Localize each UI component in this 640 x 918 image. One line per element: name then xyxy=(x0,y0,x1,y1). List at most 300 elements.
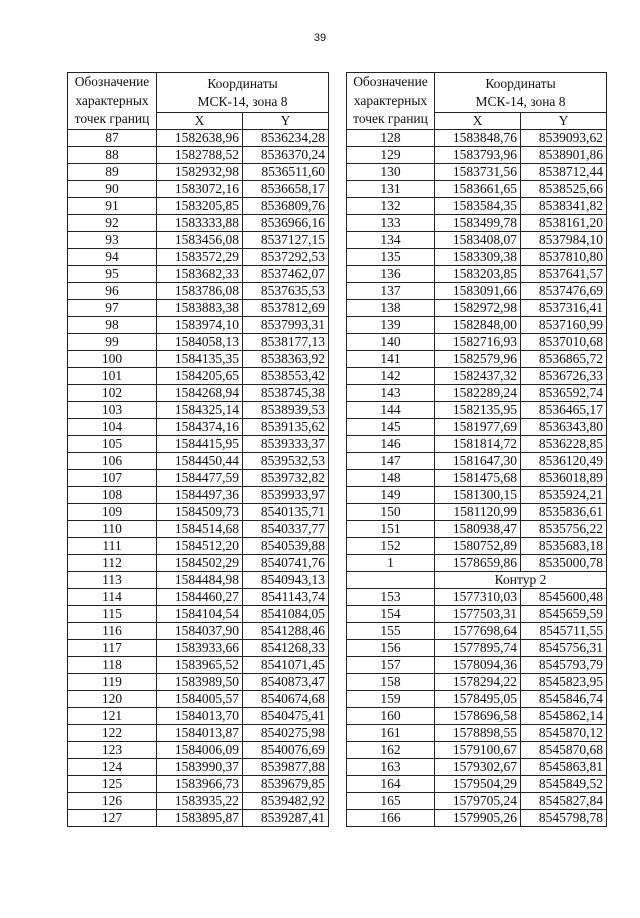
point-number-cell: 93 xyxy=(68,231,157,248)
y-coordinate-cell: 8541143,74 xyxy=(243,588,329,605)
x-coordinate-cell: 1584325,14 xyxy=(157,401,243,418)
y-coordinate-cell: 8536658,17 xyxy=(243,180,329,197)
y-coordinate-cell: 8540337,77 xyxy=(243,520,329,537)
x-coordinate-cell: 1583682,33 xyxy=(157,265,243,282)
y-coordinate-cell: 8545823,95 xyxy=(521,673,607,690)
point-number-cell: 149 xyxy=(347,486,435,503)
y-coordinate-cell: 8539333,37 xyxy=(243,435,329,452)
table-row xyxy=(347,588,607,605)
point-number-cell: 99 xyxy=(68,333,157,350)
x-coordinate-cell: 1582972,98 xyxy=(435,299,521,316)
section-empty-cell xyxy=(347,571,435,588)
y-coordinate-cell: 8535683,18 xyxy=(521,537,607,554)
x-coordinate-cell: 1581977,69 xyxy=(435,418,521,435)
point-number-cell: 165 xyxy=(347,792,435,809)
x-coordinate-cell: 1579100,67 xyxy=(435,741,521,758)
point-number-cell: 142 xyxy=(347,367,435,384)
coordinates-table-left xyxy=(67,72,329,827)
table-row xyxy=(347,809,607,826)
header-point-name-line: характерных xyxy=(353,92,428,108)
point-number-cell: 164 xyxy=(347,775,435,792)
y-coordinate-cell: 8537810,80 xyxy=(521,248,607,265)
table-row xyxy=(347,673,607,690)
point-number-cell: 125 xyxy=(68,775,157,792)
x-coordinate-cell: 1583572,29 xyxy=(157,248,243,265)
y-coordinate-cell: 8538177,13 xyxy=(243,333,329,350)
x-coordinate-cell: 1584460,27 xyxy=(157,588,243,605)
point-number-cell: 136 xyxy=(347,265,435,282)
x-coordinate-cell: 1582716,93 xyxy=(435,333,521,350)
point-number-cell: 115 xyxy=(68,605,157,622)
header-point-name-line: характерных xyxy=(75,92,149,108)
table-row xyxy=(347,435,607,452)
table-row xyxy=(68,316,329,333)
y-coordinate-cell: 8538939,53 xyxy=(243,401,329,418)
point-number-cell: 134 xyxy=(347,231,435,248)
header-point-name-line: Обозначение xyxy=(74,74,150,89)
table-row xyxy=(347,469,607,486)
y-coordinate-cell: 8545711,55 xyxy=(521,622,607,639)
point-number-cell: 160 xyxy=(347,707,435,724)
table-row xyxy=(68,214,329,231)
y-coordinate-cell: 8545798,78 xyxy=(521,809,607,826)
x-coordinate-cell: 1584514,68 xyxy=(157,520,243,537)
table-row xyxy=(68,435,329,452)
point-number-cell: 141 xyxy=(347,350,435,367)
point-number-cell: 155 xyxy=(347,622,435,639)
coordinates-table-right xyxy=(346,72,607,827)
x-coordinate-cell: 1583895,87 xyxy=(157,809,243,826)
header-point-name-line: точек границ xyxy=(353,111,428,126)
point-number-cell: 131 xyxy=(347,180,435,197)
point-number-cell: 89 xyxy=(68,163,157,180)
point-number-cell: 91 xyxy=(68,197,157,214)
y-coordinate-cell: 8540475,41 xyxy=(243,707,329,724)
x-coordinate-cell: 1584477,59 xyxy=(157,469,243,486)
y-coordinate-cell: 8540741,76 xyxy=(243,554,329,571)
y-coordinate-cell: 8540674,68 xyxy=(243,690,329,707)
y-coordinate-cell: 8536865,72 xyxy=(521,350,607,367)
point-number-cell: 126 xyxy=(68,792,157,809)
point-number-cell: 102 xyxy=(68,384,157,401)
table-row xyxy=(347,418,607,435)
x-coordinate-cell: 1582135,95 xyxy=(435,401,521,418)
x-coordinate-cell: 1584104,54 xyxy=(157,605,243,622)
y-coordinate-cell: 8541084,05 xyxy=(243,605,329,622)
y-coordinate-cell: 8545827,84 xyxy=(521,792,607,809)
table-row xyxy=(347,639,607,656)
x-coordinate-cell: 1578898,55 xyxy=(435,724,521,741)
section-row xyxy=(347,571,607,588)
header-coordinates-line: Координаты xyxy=(485,75,556,91)
table-row xyxy=(347,707,607,724)
table-row xyxy=(68,129,329,146)
x-coordinate-cell: 1582932,98 xyxy=(157,163,243,180)
x-coordinate-cell: 1580752,89 xyxy=(435,537,521,554)
x-coordinate-cell: 1583935,22 xyxy=(157,792,243,809)
x-coordinate-cell: 1578294,22 xyxy=(435,673,521,690)
y-coordinate-cell: 8536966,16 xyxy=(243,214,329,231)
y-coordinate-cell: 8541288,46 xyxy=(243,622,329,639)
y-coordinate-cell: 8536465,17 xyxy=(521,401,607,418)
y-coordinate-cell: 8537462,07 xyxy=(243,265,329,282)
x-coordinate-cell: 1581475,68 xyxy=(435,469,521,486)
y-coordinate-cell: 8545793,79 xyxy=(521,656,607,673)
header-coordinates xyxy=(157,73,329,113)
point-number-cell: 88 xyxy=(68,146,157,163)
table-row xyxy=(347,452,607,469)
y-coordinate-cell: 8536592,74 xyxy=(521,384,607,401)
table-row xyxy=(347,503,607,520)
point-number-cell: 92 xyxy=(68,214,157,231)
y-coordinate-cell: 8537010,68 xyxy=(521,333,607,350)
x-coordinate-cell: 1583499,78 xyxy=(435,214,521,231)
table-row xyxy=(68,520,329,537)
x-coordinate-cell: 1584502,29 xyxy=(157,554,243,571)
table-row xyxy=(68,605,329,622)
point-number-cell: 123 xyxy=(68,741,157,758)
x-coordinate-cell: 1583793,96 xyxy=(435,146,521,163)
y-coordinate-cell: 8540539,88 xyxy=(243,537,329,554)
y-coordinate-cell: 8545756,31 xyxy=(521,639,607,656)
table-row xyxy=(68,707,329,724)
x-coordinate-cell: 1579705,24 xyxy=(435,792,521,809)
section-label: Контур 2 xyxy=(435,571,607,588)
x-coordinate-cell: 1584037,90 xyxy=(157,622,243,639)
x-coordinate-cell: 1583091,66 xyxy=(435,282,521,299)
y-coordinate-cell: 8545846,74 xyxy=(521,690,607,707)
point-number-cell: 153 xyxy=(347,588,435,605)
table-row xyxy=(68,622,329,639)
table-row xyxy=(347,520,607,537)
x-coordinate-cell: 1578696,58 xyxy=(435,707,521,724)
y-coordinate-cell: 8540873,47 xyxy=(243,673,329,690)
y-coordinate-cell: 8539679,85 xyxy=(243,775,329,792)
y-coordinate-cell: 8538712,44 xyxy=(521,163,607,180)
point-number-cell: 147 xyxy=(347,452,435,469)
table-row xyxy=(68,401,329,418)
table-row xyxy=(347,333,607,350)
x-coordinate-cell: 1582437,32 xyxy=(435,367,521,384)
point-number-cell: 150 xyxy=(347,503,435,520)
point-number-cell: 95 xyxy=(68,265,157,282)
table-row xyxy=(68,656,329,673)
x-coordinate-cell: 1582848,00 xyxy=(435,316,521,333)
y-coordinate-cell: 8545870,68 xyxy=(521,741,607,758)
table-row xyxy=(68,503,329,520)
y-coordinate-cell: 8537127,15 xyxy=(243,231,329,248)
x-coordinate-cell: 1582289,24 xyxy=(435,384,521,401)
x-coordinate-cell: 1579905,26 xyxy=(435,809,521,826)
y-coordinate-cell: 8538363,92 xyxy=(243,350,329,367)
point-number-cell: 133 xyxy=(347,214,435,231)
table-row xyxy=(68,554,329,571)
y-coordinate-cell: 8545870,12 xyxy=(521,724,607,741)
table-row xyxy=(347,282,607,299)
table-row xyxy=(68,146,329,163)
table-row xyxy=(68,639,329,656)
x-coordinate-cell: 1583966,73 xyxy=(157,775,243,792)
x-coordinate-cell: 1584497,36 xyxy=(157,486,243,503)
x-coordinate-cell: 1583848,76 xyxy=(435,129,521,146)
point-number-cell: 94 xyxy=(68,248,157,265)
x-coordinate-cell: 1584006,09 xyxy=(157,741,243,758)
x-coordinate-cell: 1581814,72 xyxy=(435,435,521,452)
y-coordinate-cell: 8537812,69 xyxy=(243,299,329,316)
table-row xyxy=(347,231,607,248)
header-point-name xyxy=(68,73,157,130)
y-coordinate-cell: 8536228,85 xyxy=(521,435,607,452)
y-coordinate-cell: 8537635,53 xyxy=(243,282,329,299)
table-row xyxy=(68,180,329,197)
table-row xyxy=(68,384,329,401)
table-row xyxy=(347,384,607,401)
table-row xyxy=(68,163,329,180)
y-coordinate-cell: 8536234,28 xyxy=(243,129,329,146)
point-number-cell: 120 xyxy=(68,690,157,707)
table-row xyxy=(347,265,607,282)
y-coordinate-cell: 8535836,61 xyxy=(521,503,607,520)
x-coordinate-cell: 1583933,66 xyxy=(157,639,243,656)
x-coordinate-cell: 1584374,16 xyxy=(157,418,243,435)
x-coordinate-cell: 1584509,73 xyxy=(157,503,243,520)
y-coordinate-cell: 8537993,31 xyxy=(243,316,329,333)
table-row xyxy=(347,197,607,214)
y-coordinate-cell: 8539732,82 xyxy=(243,469,329,486)
y-coordinate-cell: 8536511,60 xyxy=(243,163,329,180)
header-point-name xyxy=(347,73,435,130)
y-coordinate-cell: 8540275,98 xyxy=(243,724,329,741)
x-coordinate-cell: 1583989,50 xyxy=(157,673,243,690)
point-number-cell: 143 xyxy=(347,384,435,401)
y-coordinate-cell: 8538161,20 xyxy=(521,214,607,231)
x-coordinate-cell: 1579302,67 xyxy=(435,758,521,775)
x-coordinate-cell: 1583731,56 xyxy=(435,163,521,180)
point-number-cell: 122 xyxy=(68,724,157,741)
table-row xyxy=(68,724,329,741)
header-row xyxy=(68,73,329,113)
y-coordinate-cell: 8539482,92 xyxy=(243,792,329,809)
y-coordinate-cell: 8537316,41 xyxy=(521,299,607,316)
point-number-cell: 124 xyxy=(68,758,157,775)
coordinates-table-left-body xyxy=(68,73,329,827)
header-point-name-line: точек границ xyxy=(74,111,150,126)
y-coordinate-cell: 8539135,62 xyxy=(243,418,329,435)
x-coordinate-cell: 1583456,08 xyxy=(157,231,243,248)
x-coordinate-cell: 1582579,96 xyxy=(435,350,521,367)
y-coordinate-cell: 8537292,53 xyxy=(243,248,329,265)
x-coordinate-cell: 1579504,29 xyxy=(435,775,521,792)
table-row xyxy=(347,724,607,741)
header-row xyxy=(347,73,607,113)
table-row xyxy=(68,741,329,758)
point-number-cell: 146 xyxy=(347,435,435,452)
point-number-cell: 97 xyxy=(68,299,157,316)
table-row xyxy=(347,554,607,571)
point-number-cell: 163 xyxy=(347,758,435,775)
table-row xyxy=(347,129,607,146)
point-number-cell: 87 xyxy=(68,129,157,146)
table-row xyxy=(347,656,607,673)
point-number-cell: 161 xyxy=(347,724,435,741)
x-coordinate-cell: 1584205,65 xyxy=(157,367,243,384)
point-number-cell: 107 xyxy=(68,469,157,486)
table-row xyxy=(347,367,607,384)
x-coordinate-cell: 1583408,07 xyxy=(435,231,521,248)
x-coordinate-cell: 1581120,99 xyxy=(435,503,521,520)
table-row xyxy=(68,571,329,588)
table-row xyxy=(347,775,607,792)
point-number-cell: 111 xyxy=(68,537,157,554)
point-number-cell: 98 xyxy=(68,316,157,333)
table-row xyxy=(68,282,329,299)
y-coordinate-cell: 8538341,82 xyxy=(521,197,607,214)
y-coordinate-cell: 8541268,33 xyxy=(243,639,329,656)
point-number-cell: 106 xyxy=(68,452,157,469)
header-coordinates-line: Координаты xyxy=(207,75,278,91)
x-coordinate-cell: 1583072,16 xyxy=(157,180,243,197)
table-row xyxy=(347,401,607,418)
y-coordinate-cell: 8541071,45 xyxy=(243,656,329,673)
x-coordinate-cell: 1583990,37 xyxy=(157,758,243,775)
point-number-cell: 110 xyxy=(68,520,157,537)
x-coordinate-cell: 1578659,86 xyxy=(435,554,521,571)
y-coordinate-cell: 8535000,78 xyxy=(521,554,607,571)
point-number-cell: 121 xyxy=(68,707,157,724)
x-coordinate-cell: 1583584,35 xyxy=(435,197,521,214)
x-coordinate-cell: 1577698,64 xyxy=(435,622,521,639)
point-number-cell: 114 xyxy=(68,588,157,605)
point-number-cell: 151 xyxy=(347,520,435,537)
y-coordinate-cell: 8539933,97 xyxy=(243,486,329,503)
point-number-cell: 119 xyxy=(68,673,157,690)
header-coordinates-line: МСК-14, зона 8 xyxy=(475,93,566,109)
point-number-cell: 157 xyxy=(347,656,435,673)
table-row xyxy=(68,418,329,435)
table-row xyxy=(68,248,329,265)
point-number-cell: 127 xyxy=(68,809,157,826)
point-number-cell: 158 xyxy=(347,673,435,690)
y-coordinate-cell: 8537984,10 xyxy=(521,231,607,248)
point-number-cell: 103 xyxy=(68,401,157,418)
x-coordinate-cell: 1583333,88 xyxy=(157,214,243,231)
table-row xyxy=(68,197,329,214)
x-coordinate-cell: 1584484,98 xyxy=(157,571,243,588)
point-number-cell: 138 xyxy=(347,299,435,316)
table-row xyxy=(347,537,607,554)
point-number-cell: 104 xyxy=(68,418,157,435)
table-row xyxy=(68,299,329,316)
x-coordinate-cell: 1584268,94 xyxy=(157,384,243,401)
y-coordinate-cell: 8536120,49 xyxy=(521,452,607,469)
table-row xyxy=(347,622,607,639)
y-coordinate-cell: 8538553,42 xyxy=(243,367,329,384)
y-coordinate-cell: 8536370,24 xyxy=(243,146,329,163)
header-coordinates xyxy=(435,73,607,113)
point-number-cell: 105 xyxy=(68,435,157,452)
y-coordinate-cell: 8539093,62 xyxy=(521,129,607,146)
y-coordinate-cell: 8540076,69 xyxy=(243,741,329,758)
y-coordinate-cell: 8539877,88 xyxy=(243,758,329,775)
table-row xyxy=(347,792,607,809)
x-coordinate-cell: 1583786,08 xyxy=(157,282,243,299)
point-number-cell: 132 xyxy=(347,197,435,214)
y-coordinate-cell: 8535924,21 xyxy=(521,486,607,503)
x-coordinate-cell: 1584013,70 xyxy=(157,707,243,724)
table-row xyxy=(68,537,329,554)
header-point-name-line: Обозначение xyxy=(353,74,428,89)
x-coordinate-cell: 1578094,36 xyxy=(435,656,521,673)
x-coordinate-cell: 1584013,87 xyxy=(157,724,243,741)
point-number-cell: 90 xyxy=(68,180,157,197)
y-coordinate-cell: 8535756,22 xyxy=(521,520,607,537)
table-row xyxy=(68,452,329,469)
table-row xyxy=(347,299,607,316)
x-coordinate-cell: 1581647,30 xyxy=(435,452,521,469)
table-row xyxy=(347,690,607,707)
table-row xyxy=(347,605,607,622)
point-number-cell: 130 xyxy=(347,163,435,180)
y-coordinate-cell: 8536809,76 xyxy=(243,197,329,214)
y-coordinate-cell: 8545659,59 xyxy=(521,605,607,622)
point-number-cell: 128 xyxy=(347,129,435,146)
y-coordinate-cell: 8545849,52 xyxy=(521,775,607,792)
x-coordinate-cell: 1578495,05 xyxy=(435,690,521,707)
header-y: Y xyxy=(521,113,607,129)
x-coordinate-cell: 1583661,65 xyxy=(435,180,521,197)
table-row xyxy=(68,350,329,367)
point-number-cell: 152 xyxy=(347,537,435,554)
point-number-cell: 145 xyxy=(347,418,435,435)
y-coordinate-cell: 8536726,33 xyxy=(521,367,607,384)
point-number-cell: 144 xyxy=(347,401,435,418)
point-number-cell: 117 xyxy=(68,639,157,656)
y-coordinate-cell: 8545863,81 xyxy=(521,758,607,775)
y-coordinate-cell: 8537160,99 xyxy=(521,316,607,333)
table-row xyxy=(347,163,607,180)
point-number-cell: 154 xyxy=(347,605,435,622)
table-row xyxy=(68,231,329,248)
x-coordinate-cell: 1577310,03 xyxy=(435,588,521,605)
table-row xyxy=(347,180,607,197)
y-coordinate-cell: 8538525,66 xyxy=(521,180,607,197)
x-coordinate-cell: 1583309,38 xyxy=(435,248,521,265)
point-number-cell: 135 xyxy=(347,248,435,265)
x-coordinate-cell: 1583974,10 xyxy=(157,316,243,333)
table-row xyxy=(347,214,607,231)
table-row xyxy=(347,248,607,265)
x-coordinate-cell: 1580938,47 xyxy=(435,520,521,537)
y-coordinate-cell: 8540135,71 xyxy=(243,503,329,520)
point-number-cell: 129 xyxy=(347,146,435,163)
x-coordinate-cell: 1582638,96 xyxy=(157,129,243,146)
x-coordinate-cell: 1583965,52 xyxy=(157,656,243,673)
y-coordinate-cell: 8536343,80 xyxy=(521,418,607,435)
table-row xyxy=(347,146,607,163)
point-number-cell: 137 xyxy=(347,282,435,299)
y-coordinate-cell: 8537476,69 xyxy=(521,282,607,299)
table-row xyxy=(68,792,329,809)
x-coordinate-cell: 1577895,74 xyxy=(435,639,521,656)
point-number-cell: 96 xyxy=(68,282,157,299)
point-number-cell: 116 xyxy=(68,622,157,639)
table-row xyxy=(68,469,329,486)
x-coordinate-cell: 1584415,95 xyxy=(157,435,243,452)
point-number-cell: 100 xyxy=(68,350,157,367)
table-row xyxy=(68,333,329,350)
y-coordinate-cell: 8540943,13 xyxy=(243,571,329,588)
point-number-cell: 1 xyxy=(347,554,435,571)
